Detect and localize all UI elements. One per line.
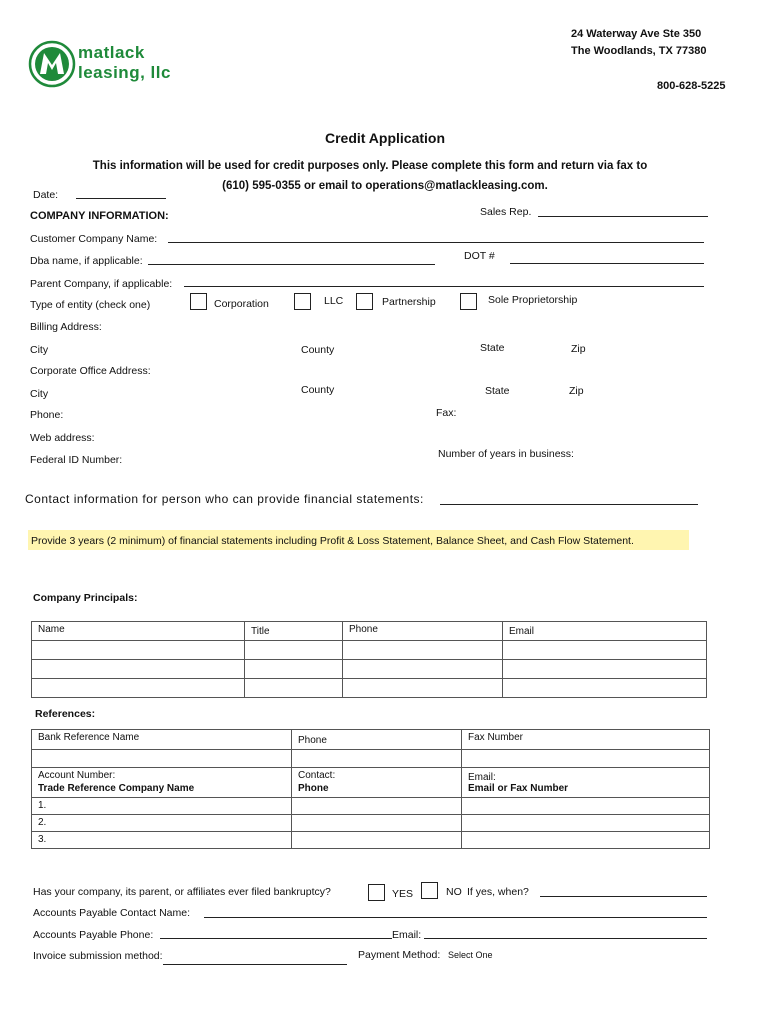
page-title: Credit Application xyxy=(324,130,446,146)
logo-line2: leasing, llc xyxy=(78,63,171,82)
customer-company-label: Customer Company Name: xyxy=(30,233,158,245)
table-cell[interactable] xyxy=(503,679,707,698)
customer-company-field[interactable] xyxy=(168,242,704,243)
corporate-county-label: County xyxy=(301,384,335,396)
table-cell[interactable] xyxy=(343,660,503,679)
yes-checkbox[interactable] xyxy=(368,884,385,901)
fax-label: Fax: xyxy=(436,407,457,419)
bankruptcy-when-field[interactable] xyxy=(540,896,707,897)
sole-proprietorship-checkbox[interactable] xyxy=(460,293,477,310)
financial-contact-label: Contact information for person who can provide financial statements: xyxy=(25,492,424,506)
ap-contact-label: Accounts Payable Contact Name: xyxy=(33,907,190,919)
phone-label: Phone: xyxy=(30,409,64,421)
table-cell[interactable] xyxy=(292,797,462,814)
corporate-office-label: Corporate Office Address: xyxy=(30,365,151,377)
billing-county-label: County xyxy=(301,344,335,356)
table-cell[interactable] xyxy=(503,641,707,660)
ap-phone-field[interactable] xyxy=(160,938,392,939)
parent-company-field[interactable] xyxy=(184,286,704,287)
bank-fax-header: Fax Number xyxy=(462,730,710,750)
corporate-state-label: State xyxy=(485,385,510,397)
trade-row-3[interactable]: 3. xyxy=(32,831,292,848)
llc-checkbox[interactable] xyxy=(294,293,311,310)
corporation-label: Corporation xyxy=(214,298,269,310)
address-line1: 24 Waterway Ave Ste 350 xyxy=(571,28,702,40)
references-table xyxy=(31,729,710,849)
bank-phone-header: Phone xyxy=(292,730,462,750)
address-line2: The Woodlands, TX 77380 xyxy=(571,45,707,57)
trade-row-1[interactable]: 1. xyxy=(32,797,292,814)
llc-label: LLC xyxy=(324,295,344,307)
email-cell[interactable]: Email: xyxy=(462,768,710,784)
corporation-checkbox[interactable] xyxy=(190,293,207,310)
account-number-cell[interactable]: Account Number: xyxy=(32,768,292,784)
table-cell[interactable] xyxy=(32,750,292,768)
table-cell[interactable] xyxy=(292,831,462,848)
sales-rep-field[interactable] xyxy=(538,216,708,217)
financial-contact-field[interactable] xyxy=(440,504,698,505)
sole-proprietorship-label: Sole Proprietorship xyxy=(488,294,578,306)
company-phone: 800-628-5225 xyxy=(657,80,726,92)
company-logo xyxy=(28,40,188,90)
trade-reference-header: Trade Reference Company Name xyxy=(32,783,292,797)
financial-statements-note: Provide 3 years (2 minimum) of financial statements including Profit & Loss Statement, Balance Sheet, and Cash Flow Statement. xyxy=(31,535,634,547)
table-row xyxy=(32,622,707,641)
billing-city-label: City xyxy=(30,344,49,356)
table-cell[interactable] xyxy=(343,679,503,698)
logo-emblem-icon xyxy=(28,40,76,88)
table-cell[interactable] xyxy=(32,660,245,679)
table-row xyxy=(32,814,710,831)
intro-line2: (610) 595-0355 or email to operations@matlackleasing.com. xyxy=(222,180,548,192)
intro-line1: This information will be used for credit purposes only. Please complete this form and return via fax to xyxy=(92,160,648,172)
table-cell[interactable] xyxy=(462,814,710,831)
table-cell[interactable] xyxy=(343,641,503,660)
ap-contact-field[interactable] xyxy=(204,917,707,918)
dba-field[interactable] xyxy=(148,264,435,265)
references-label: References: xyxy=(35,708,96,720)
partnership-checkbox[interactable] xyxy=(356,293,373,310)
table-cell[interactable] xyxy=(462,750,710,768)
principals-table xyxy=(31,621,707,698)
billing-address-label: Billing Address: xyxy=(30,321,102,333)
table-cell[interactable] xyxy=(245,679,343,698)
parent-company-label: Parent Company, if applicable: xyxy=(30,278,173,290)
ap-email-label: Email: xyxy=(392,929,422,941)
web-address-label: Web address: xyxy=(30,432,95,444)
corporate-city-label: City xyxy=(30,388,49,400)
table-row xyxy=(32,641,707,660)
bankruptcy-question: Has your company, its parent, or affiliates ever filed bankruptcy? xyxy=(33,886,331,898)
no-checkbox[interactable] xyxy=(421,882,438,899)
table-row xyxy=(32,730,710,750)
table-row xyxy=(32,750,710,768)
dot-field[interactable] xyxy=(510,263,704,264)
bankruptcy-when-label: If yes, when? xyxy=(467,886,529,898)
table-cell[interactable] xyxy=(245,660,343,679)
table-row xyxy=(32,660,707,679)
table-cell[interactable] xyxy=(245,641,343,660)
yes-label: YES xyxy=(392,888,414,900)
principals-header-phone: Phone xyxy=(343,622,503,641)
trade-phone-header: Phone xyxy=(292,783,462,797)
principals-header-email: Email xyxy=(503,622,707,641)
trade-row-2[interactable]: 2. xyxy=(32,814,292,831)
federal-id-label: Federal ID Number: xyxy=(30,454,123,466)
table-row xyxy=(32,831,710,848)
table-cell[interactable] xyxy=(503,660,707,679)
dot-label: DOT # xyxy=(464,250,495,262)
entity-type-label: Type of entity (check one) xyxy=(30,299,151,311)
date-field[interactable] xyxy=(76,198,166,199)
sales-rep-label: Sales Rep. xyxy=(480,206,532,218)
bank-reference-header: Bank Reference Name xyxy=(32,730,292,750)
table-row xyxy=(32,783,710,797)
invoice-method-field[interactable] xyxy=(163,964,347,965)
partnership-label: Partnership xyxy=(382,296,436,308)
payment-method-select[interactable]: Select One xyxy=(448,950,493,960)
corporate-zip-label: Zip xyxy=(569,385,584,397)
billing-state-label: State xyxy=(480,342,505,354)
table-row xyxy=(32,768,710,784)
billing-zip-label: Zip xyxy=(571,343,586,355)
principals-header-name: Name xyxy=(32,622,245,641)
table-cell[interactable] xyxy=(462,831,710,848)
table-cell[interactable] xyxy=(292,814,462,831)
trade-email-fax-header: Email or Fax Number xyxy=(462,783,710,797)
section-company-information: COMPANY INFORMATION: xyxy=(30,210,169,222)
ap-phone-label: Accounts Payable Phone: xyxy=(33,929,154,941)
years-in-business-label: Number of years in business: xyxy=(438,448,574,460)
table-cell[interactable] xyxy=(32,679,245,698)
table-cell[interactable] xyxy=(292,750,462,768)
no-label: NO xyxy=(446,886,462,898)
table-cell[interactable] xyxy=(462,797,710,814)
company-principals-label: Company Principals: xyxy=(33,592,138,604)
ap-email-field[interactable] xyxy=(424,938,707,939)
invoice-method-label: Invoice submission method: xyxy=(33,950,163,962)
table-cell[interactable] xyxy=(32,641,245,660)
date-label: Date: xyxy=(33,189,59,201)
dba-label: Dba name, if applicable: xyxy=(30,255,143,267)
payment-method-label: Payment Method: xyxy=(358,949,441,961)
contact-cell[interactable]: Contact: xyxy=(292,768,462,784)
principals-header-title: Title xyxy=(245,622,343,641)
table-row xyxy=(32,797,710,814)
logo-line1: matlack xyxy=(78,43,145,62)
table-row xyxy=(32,679,707,698)
